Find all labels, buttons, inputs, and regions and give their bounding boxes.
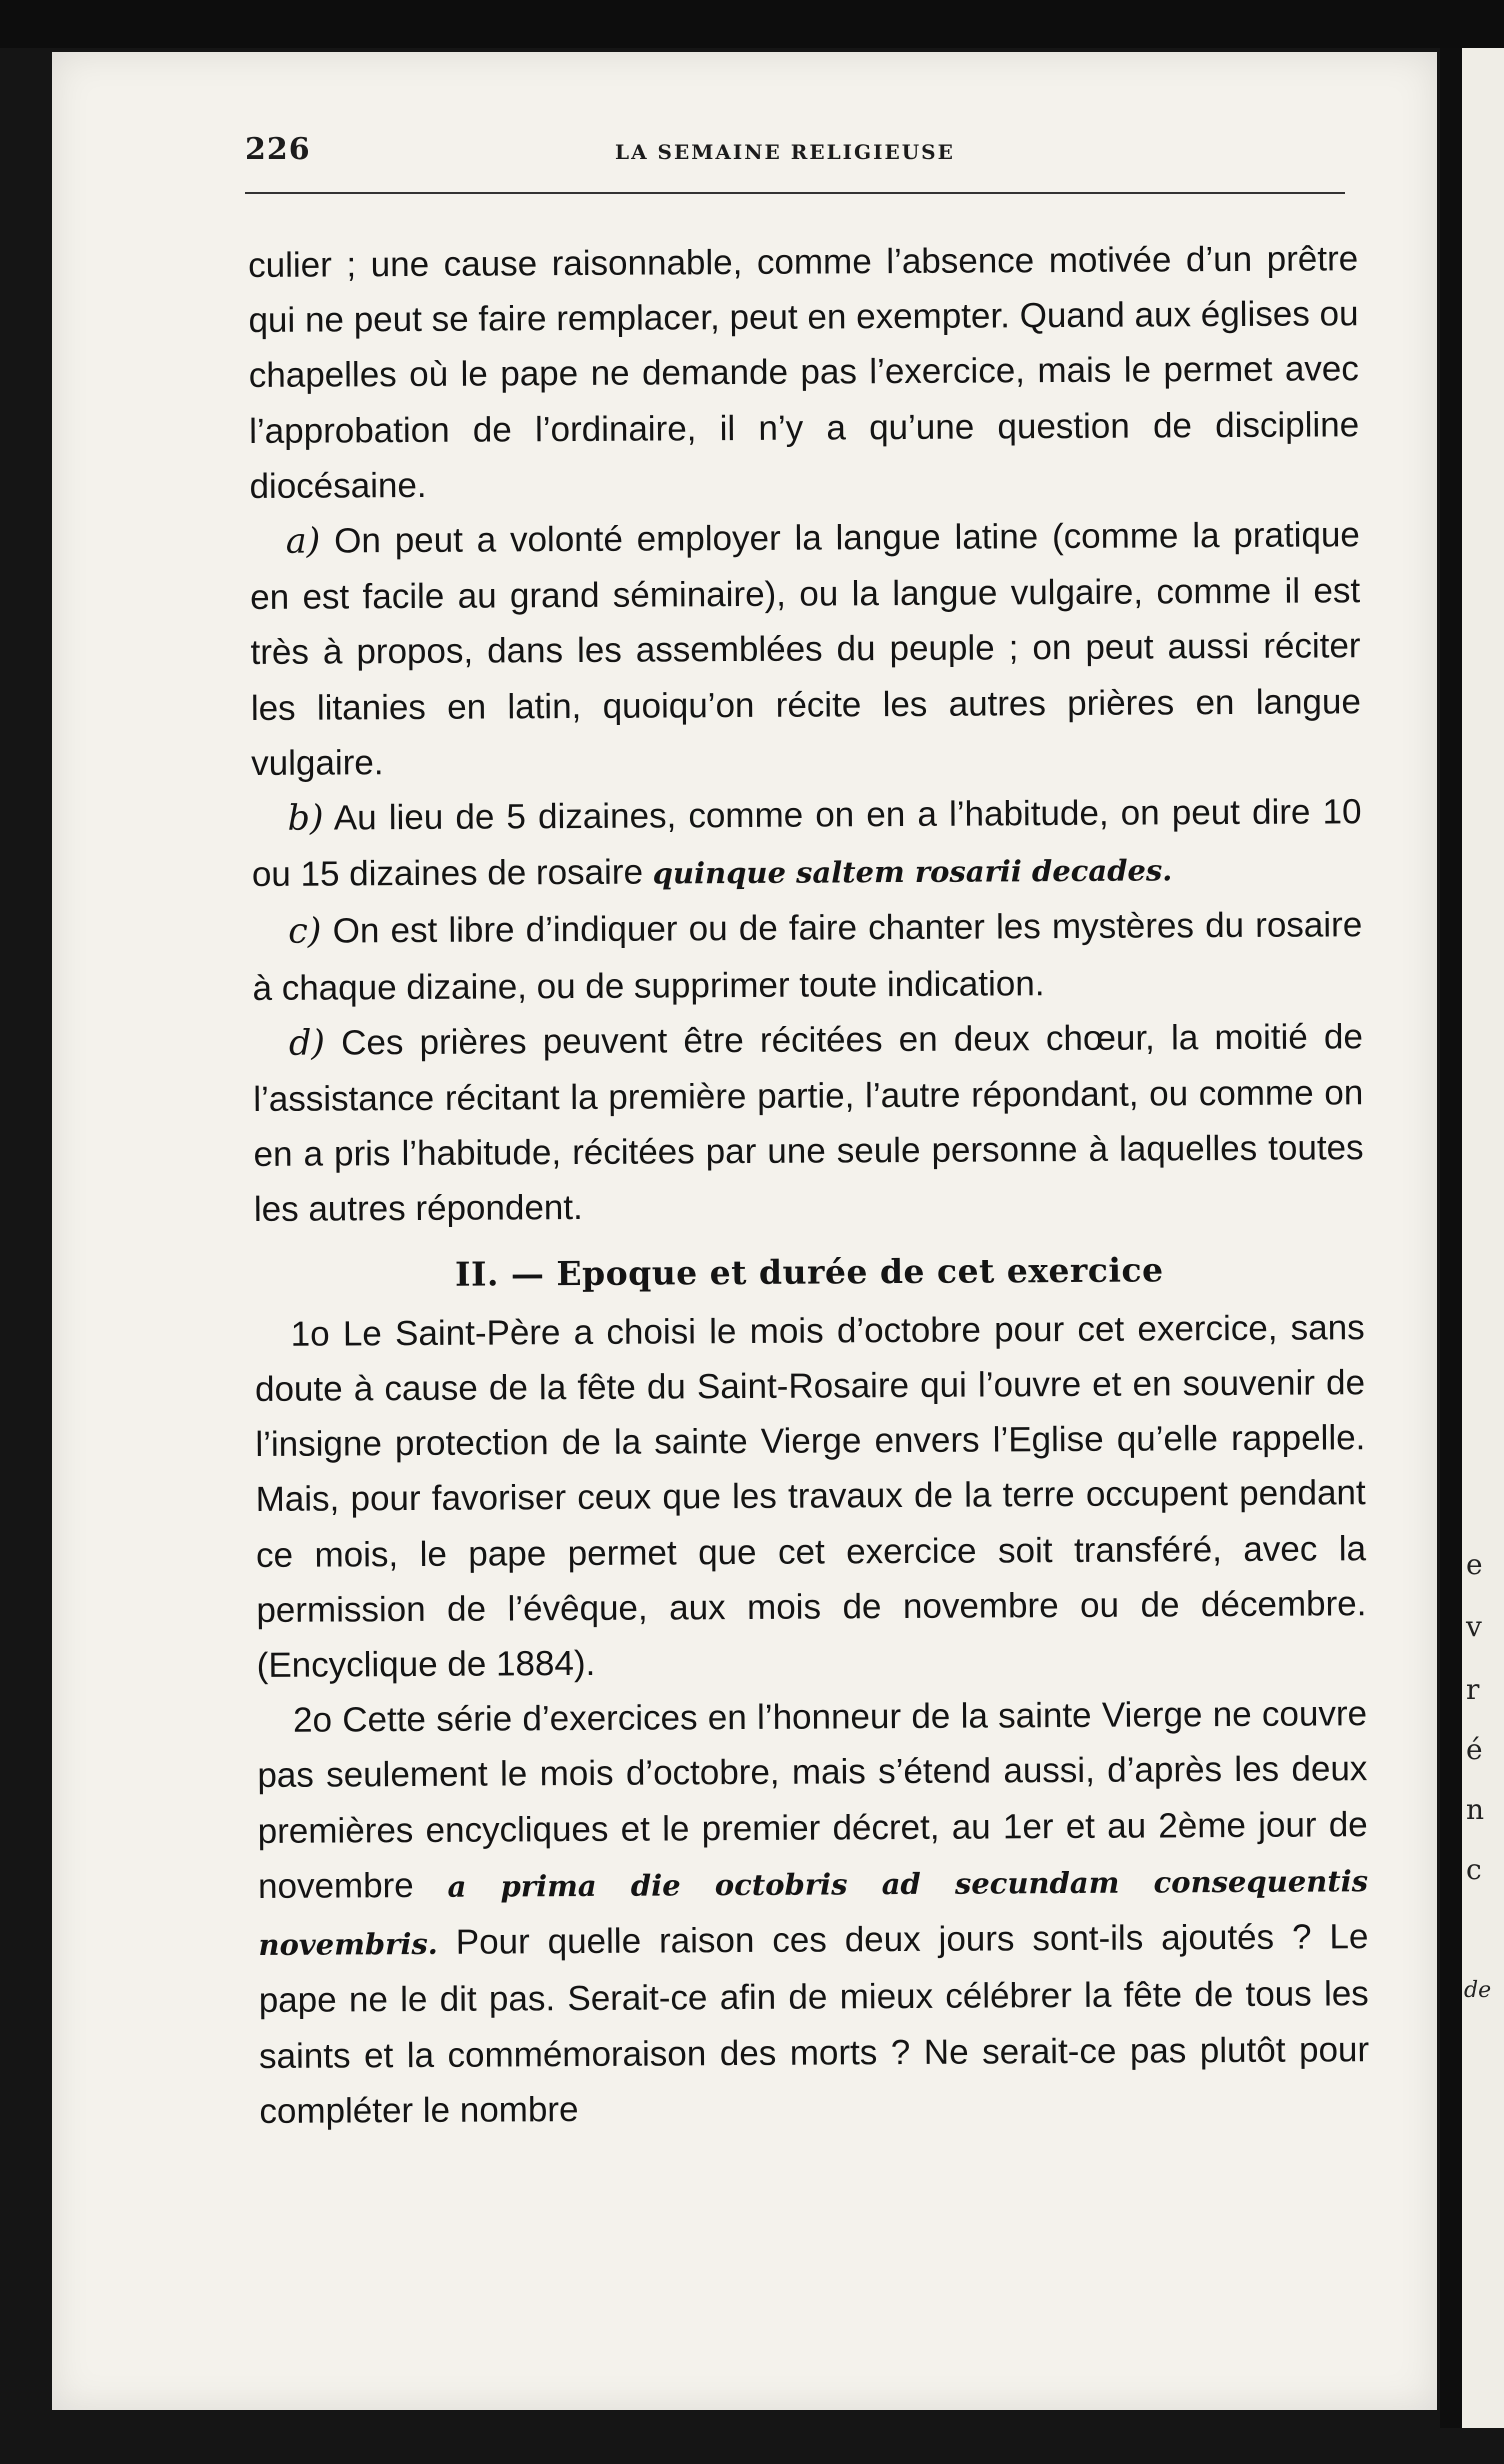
adjacent-page-fragment: v <box>1466 1610 1482 1643</box>
adjacent-page-edge <box>1462 48 1504 2428</box>
paragraph-text: On peut a volonté employer la langue latine (comme la pratique en est facile au grand séminaire), ou la langue vulgaire, comme il est très à propos, dans les assemblées du peuple ; on peut aussi réciter les litanies en latin, quoiqu’on récite les autres prières en langue vulgaire. <box>250 515 1361 783</box>
paragraph-a <box>250 507 1362 791</box>
latin-phrase: a prima die octobris ad secundam consequentis novembris. <box>258 1864 1369 1963</box>
page-number: 226 <box>245 132 311 167</box>
section-heading: II. — Epoque et durée de cet exercice <box>454 1250 1164 1294</box>
adjacent-page-fragment: n <box>1466 1793 1485 1826</box>
paragraph-marker: b) <box>287 798 324 839</box>
paragraph-text: Au lieu de 5 dizaines, comme on en a l’habitude, on peut dire 10 ou 15 dizaines de rosaire <box>251 792 1362 895</box>
running-head: LA SEMAINE RELIGIEUSE <box>615 140 955 164</box>
paragraph-text: Ces prières peuvent être récitées en deux chœur, la moitié de l’assistance récitant la première partie, l’autre répondant, ou comme on en a pris l’habitude, récitées par une seule personne à laquelles toutes les autres répondent. <box>253 1017 1364 1230</box>
paragraph-text: 2o Cette série d’exercices en l’honneur de la sainte Vierge ne couvre pas seulement le mois d’octobre, mais s’étend aussi, d’après les deux premières encycliques et le premier décret, au 1er et au 2ème jour de novembre <box>257 1694 1368 1906</box>
adjacent-page-fragment: c <box>1466 1853 1482 1886</box>
paragraph-marker: c) <box>288 912 322 953</box>
paragraph-b <box>251 784 1362 904</box>
page-gutter-shadow <box>1440 48 1462 2428</box>
paragraph-2o <box>257 1686 1370 2138</box>
paragraph-1o: 1o Le Saint-Père a choisi le mois d’octobre pour cet exercice, sans doute à cause de la fête du Saint-Rosaire qui l’ouvre et en souvenir de l’insigne protection de la sainte Vierge envers l’Eglise qu’elle rappelle. Mais, pour favoriser ceux que les travaux de la terre occupent pendant ce mois, le pape permet que cet exercice soit transféré, avec la permission de l’évêque, aux mois de novembre ou de décembre. (Encyclique de 1884). <box>254 1308 1367 1686</box>
header-rule <box>245 192 1345 194</box>
latin-phrase: quinque saltem rosarii decades. <box>652 853 1173 891</box>
page-header <box>245 128 1350 188</box>
paragraph-text: On est libre d’indiquer ou de faire chanter les mystères du rosaire à chaque dizaine, ou de supprimer toute indication. <box>252 905 1363 1008</box>
paragraph-marker: d) <box>288 1023 326 1064</box>
scan-top-border <box>0 0 1504 48</box>
text-body <box>248 231 1370 2139</box>
paragraph-continued: culier ; une cause raisonnable, comme l’absence motivée d’un prêtre qui ne peut se faire remplacer, peut en exempter. Quand aux églises ou chapelles où le pape ne demande pas l’exercice, mais le permet avec l’approbation de l’ordinaire, il n’y a qu’une question de discipline diocésaine. <box>248 239 1360 506</box>
paragraph-text: Pour quelle raison ces deux jours sont-ils ajoutés ? Le pape ne le dit pas. Serait-ce afin de mieux célébrer la fête de tous les saints et la commémoraison des morts ? Ne serait-ce pas plutôt pour compléter le nombre <box>258 1917 1370 2131</box>
adjacent-page-fragment: é <box>1466 1733 1483 1766</box>
paragraph-marker: a) <box>285 521 321 562</box>
adjacent-page-fragment: de <box>1464 1978 1492 2003</box>
paragraph-d <box>253 1009 1364 1238</box>
adjacent-page-fragment: e <box>1466 1548 1483 1581</box>
adjacent-page-fragment: r <box>1466 1673 1480 1706</box>
paragraph-c <box>252 898 1363 1016</box>
